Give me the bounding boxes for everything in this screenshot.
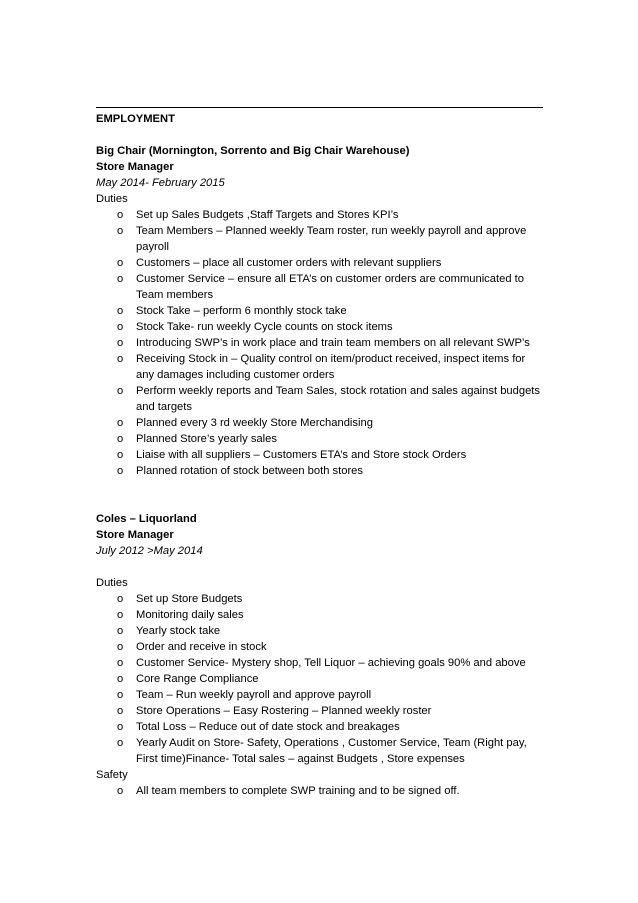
bullet-icon: o (117, 689, 124, 701)
duty-text: Perform weekly reports and Team Sales, stock rotation and sales against budgets and targets (136, 385, 540, 413)
bullet-icon: o (117, 209, 124, 221)
duty-text: Team Members – Planned weekly Team roster, run weekly payroll and approve payroll (136, 225, 527, 253)
duty-text: Set up Sales Budgets ,Staff Targets and Stores KPI’s (136, 209, 399, 221)
bullet-icon: o (117, 705, 124, 717)
bullet-icon: o (117, 737, 124, 749)
bullet-icon: o (117, 673, 124, 685)
list-item (96, 703, 546, 719)
duty-text: Total Loss – Reduce out of date stock and breakages (136, 721, 400, 733)
duty-text: Stock Take- run weekly Cycle counts on stock items (136, 321, 393, 333)
list-item (96, 687, 546, 703)
duty-text: Customers – place all customer orders with relevant suppliers (136, 257, 442, 269)
bullet-icon: o (117, 609, 124, 621)
list-item (96, 319, 546, 335)
duty-text: Stock Take – perform 6 monthly stock take (136, 305, 347, 317)
bullet-icon: o (117, 353, 124, 365)
bullet-icon: o (117, 625, 124, 637)
bullet-icon: o (117, 785, 124, 797)
duty-text: Store Operations – Easy Rostering – Planned weekly roster (136, 705, 432, 717)
list-item (96, 383, 546, 415)
duty-text: Planned Store’s yearly sales (136, 433, 277, 445)
safety-list (96, 783, 546, 799)
list-item (96, 431, 546, 447)
safety-label: Safety (96, 769, 128, 781)
duty-text: Core Range Compliance (136, 673, 259, 685)
bullet-icon: o (117, 337, 124, 349)
job-dates: May 2014- February 2015 (96, 177, 225, 189)
bullet-icon: o (117, 593, 124, 605)
bullet-icon: o (117, 465, 124, 477)
list-item (96, 735, 546, 767)
list-item (96, 623, 546, 639)
list-item (96, 303, 546, 319)
employment-section (96, 111, 546, 799)
list-item (96, 207, 546, 223)
duty-text: Order and receive in stock (136, 641, 267, 653)
bullet-icon: o (117, 657, 124, 669)
list-item (96, 591, 546, 607)
duty-text: Yearly stock take (136, 625, 221, 637)
job-role: Store Manager (96, 529, 174, 541)
duty-text: Monitoring daily sales (136, 609, 244, 621)
list-item (96, 783, 546, 799)
bullet-icon: o (117, 641, 124, 653)
duty-text: Liaise with all suppliers – Customers ETA’s and Store stock Orders (136, 449, 467, 461)
bullet-icon: o (117, 305, 124, 317)
duties-list (96, 591, 546, 767)
company-name: Coles – Liquorland (96, 513, 197, 525)
bullet-icon: o (117, 385, 124, 397)
list-item (96, 351, 546, 383)
job-entry-coles-liquorland (96, 511, 546, 799)
duties-list (96, 207, 546, 479)
list-item (96, 255, 546, 271)
list-item (96, 271, 546, 303)
duties-label: Duties (96, 577, 128, 589)
section-title: EMPLOYMENT (96, 113, 175, 125)
duty-text: Planned every 3 rd weekly Store Merchandising (136, 417, 373, 429)
duty-text: Receiving Stock in – Quality control on item/product received, inspect items for any damages including customer orders (136, 353, 526, 381)
list-item (96, 415, 546, 431)
list-item (96, 463, 546, 479)
list-item (96, 223, 546, 255)
bullet-icon: o (117, 225, 124, 237)
company-name: Big Chair (Mornington, Sorrento and Big Chair Warehouse) (96, 145, 410, 157)
job-entry-big-chair (96, 143, 546, 479)
list-item (96, 335, 546, 351)
duty-text: Customer Service – ensure all ETA’s on customer orders are communicated to Team members (136, 273, 524, 301)
list-item (96, 607, 546, 623)
bullet-icon: o (117, 257, 124, 269)
duty-text: Introducing SWP’s in work place and train team members on all relevant SWP’s (136, 337, 530, 349)
bullet-icon: o (117, 721, 124, 733)
bullet-icon: o (117, 433, 124, 445)
list-item (96, 671, 546, 687)
job-role: Store Manager (96, 161, 174, 173)
job-dates: July 2012 >May 2014 (96, 545, 203, 557)
bullet-icon: o (117, 417, 124, 429)
list-item (96, 719, 546, 735)
safety-text: All team members to complete SWP training and to be signed off. (136, 785, 460, 797)
bullet-icon: o (117, 321, 124, 333)
list-item (96, 639, 546, 655)
duty-text: Yearly Audit on Store- Safety, Operations , Customer Service, Team (Right pay, First time)Finance- Total sales – against Budgets , Store expenses (136, 737, 527, 765)
duty-text: Set up Store Budgets (136, 593, 243, 605)
duty-text: Customer Service- Mystery shop, Tell Liquor – achieving goals 90% and above (136, 657, 526, 669)
duty-text: Planned rotation of stock between both stores (136, 465, 364, 477)
duties-label: Duties (96, 193, 128, 205)
bullet-icon: o (117, 449, 124, 461)
list-item (96, 655, 546, 671)
section-divider (96, 107, 543, 108)
list-item (96, 447, 546, 463)
duty-text: Team – Run weekly payroll and approve payroll (136, 689, 372, 701)
bullet-icon: o (117, 273, 124, 285)
